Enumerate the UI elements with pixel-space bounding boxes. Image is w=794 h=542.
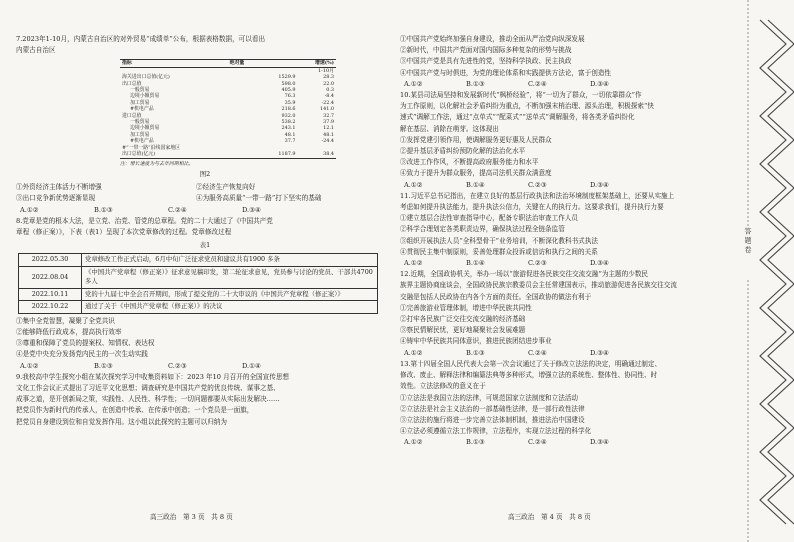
q7-answer-d[interactable]: D.③④ bbox=[242, 205, 261, 214]
q7-option-2: ②经济生产恢复向好 bbox=[196, 183, 256, 192]
table-cell: 一般贸易 bbox=[130, 87, 150, 94]
row-date: 2022.08.04 bbox=[19, 266, 82, 288]
q11-answer-choices bbox=[404, 258, 696, 269]
q8-stem-line2: 章程（修正案）》，下表（表1）呈现了本次党章修改的过程。党章修改过程 bbox=[16, 227, 232, 236]
q13-option-3: ③立法法的施行将进一步完善立法体制机制，推进法治中国建设 bbox=[400, 415, 585, 424]
q8-answer-b[interactable]: B.①③ bbox=[94, 361, 113, 370]
q13-line3: 效性。立法法修改的意义在于 bbox=[400, 382, 486, 391]
table-cell: -8.4 bbox=[324, 93, 334, 100]
table-cell: #机电产品 bbox=[130, 138, 154, 145]
q10-option-3: ③改进工作作风，不断提高政府服务能力和水平 bbox=[400, 158, 539, 167]
left-page-footer: 高三政治 第 3 页 共 8 页 bbox=[150, 513, 233, 521]
table-cell: 出口总值(亿元) bbox=[122, 151, 156, 158]
q13-answer-choices bbox=[404, 437, 696, 448]
q7-answer-b[interactable]: B.①③ bbox=[94, 205, 113, 214]
q10-option-4: ④致力于提升为群众服务，提高司法机关群众满意度 bbox=[400, 169, 552, 178]
q13-line1: 13.第十四届全国人民代表大会第一次会议通过了关于修改立法法的决定，明确通过制定、 bbox=[400, 359, 662, 368]
table-cell: 932.0 bbox=[281, 112, 296, 119]
period-label: 1-10月 bbox=[318, 67, 334, 74]
q7-stem-line1: 7.2023年1-10月，内蒙古自治区的对外贸易“成绩单”公布，根据表格数据，可以看出 bbox=[16, 35, 266, 43]
q9-option-1: ①中国共产党始终加强自身建设，推动全面从严治党向纵深发展 bbox=[400, 35, 585, 43]
q11-option-2: ②科学合理划定各类职责边界，确保执法过程全链条监管 bbox=[400, 225, 565, 234]
table-cell: 一般贸易 bbox=[130, 119, 150, 126]
table-cell: 海关进出口总值(亿元) bbox=[122, 74, 170, 81]
table-row bbox=[19, 301, 378, 314]
q11-answer-d[interactable]: D.③④ bbox=[590, 259, 609, 268]
q9-answer-c[interactable]: C.②④ bbox=[528, 79, 547, 88]
table-cell: 边境小额贸易 bbox=[130, 125, 160, 132]
table-cell: 1187.9 bbox=[278, 151, 296, 158]
q10-answer-d[interactable]: D.③④ bbox=[590, 180, 609, 189]
q9-option-3: ③中国共产党是具有先进性的党，坚持科学执政、民主执政 bbox=[400, 57, 572, 66]
table-cell: 76.3 bbox=[284, 93, 296, 100]
table-cell: 35.9 bbox=[284, 99, 296, 106]
table-cell: 22.0 bbox=[323, 80, 334, 87]
q7-option-4: ④为服务高质量“一带一路”打下坚实的基础 bbox=[196, 194, 322, 203]
fig-caption: 图2 bbox=[199, 169, 211, 178]
q8-stem-line1: 8.党章是党的根本大法，是立党、治党、管党的总章程。党的二十大通过了《中国共产党 bbox=[16, 216, 273, 225]
q8-answer-a[interactable]: A.①② bbox=[20, 361, 39, 370]
table-cell: 32.7 bbox=[323, 112, 334, 119]
q9-line5: 把党员自身建设到位和自觉发挥作用。这小组以此探究的主题可以归纳为 bbox=[16, 417, 227, 426]
right-page bbox=[400, 34, 696, 449]
q11-line1: 11.习近平总书记指出，在建立良好的基层行政执法和法治环境制度框架基础上，还要从实施上 bbox=[400, 191, 675, 200]
row-date: 2022.10.22 bbox=[19, 301, 82, 314]
row-date: 2022.10.11 bbox=[19, 288, 82, 301]
row-text: 《中国共产党章程（修正案）》征求意见稿印发，第二轮征求意见，党员参与讨论的党员、干部共4700 多人 bbox=[82, 266, 378, 288]
q13-answer-d[interactable]: D.③④ bbox=[590, 438, 609, 447]
table-cell: 38.4 bbox=[323, 151, 334, 158]
table-cell: 48.1 bbox=[284, 131, 296, 138]
q13-option-2: ②立法法是社会主义法治的一部基础性法律，是一部行政性法律 bbox=[400, 404, 585, 413]
q8-answer-choices bbox=[20, 361, 394, 372]
q8-option-3: ③尊重和保障了党员的提案权、知情权、表达权 bbox=[16, 339, 155, 348]
q12-option-3: ③察民情解民忧，更好地凝聚社会发展难题 bbox=[400, 326, 526, 335]
q11-line2: 考虑如何提升执法能力，提升执法公信力，关键在人的执行力。这要求我们，提升执行力要 bbox=[400, 203, 664, 212]
q12-answer-c[interactable]: C.②④ bbox=[528, 348, 547, 357]
q11-option-4: ④贯彻民主集中制原则，妥善处理群众投诉或信访和执行之间的关系 bbox=[400, 247, 598, 256]
q12-answer-choices bbox=[404, 348, 696, 359]
table-cell: 12.1 bbox=[323, 125, 334, 132]
trade-table-body bbox=[120, 74, 336, 158]
right-page-footer: 高三政治 第 4 页 共 8 页 bbox=[508, 513, 591, 521]
q12-option-2: ②打牢各民族广泛交往交流交融的经济基础 bbox=[400, 315, 526, 324]
q7-answer-c[interactable]: C.②④ bbox=[168, 205, 187, 214]
table-note: 注：增长速度为与去年同期相比。 bbox=[120, 160, 194, 167]
col-indicator: 指标 bbox=[120, 60, 174, 67]
q10-line3: 速式”调解工作法，通过“点单式”“配菜式”“送单式”调解服务，将各类矛盾纠纷化 bbox=[400, 113, 635, 122]
q10-line1: 10.某县司法局坚持和发展新时代“枫桥经验”，将“一切为了群众，一切依靠群众”作 bbox=[400, 91, 642, 100]
left-page bbox=[16, 34, 394, 428]
table-row bbox=[120, 151, 336, 158]
table-row bbox=[19, 254, 378, 267]
q9-line3: 成事之道，是开创新局之策，实践性、人民性、科学性；一切问题都要从实际出发解决…… bbox=[16, 395, 280, 404]
q12-line1: 12.近期，全国政协机关，举办一场以“旅游促进各民族交往交流交融”为主题的少数民 bbox=[400, 270, 649, 279]
table-row bbox=[19, 288, 378, 301]
q12-line2: 族界主题协商座谈会，全国政协民族宗教委员会主任常建国表示，推动旅游促进各民族交往交流 bbox=[400, 281, 677, 290]
q11-answer-c[interactable]: C.②③ bbox=[528, 259, 547, 268]
q10-answer-c[interactable]: C.②③ bbox=[528, 180, 547, 189]
q9-line2: 文化工作会议正式提出了习近平文化思想；调查研究是中国共产党的优良传统、谋事之基、 bbox=[16, 384, 280, 393]
q10-answer-a[interactable]: A.①② bbox=[404, 180, 423, 189]
table-cell: #机电产品 bbox=[130, 106, 154, 113]
row-text: 通过了关于《中国共产党章程（修正案）》的决议 bbox=[82, 301, 378, 314]
q11-option-1: ①建立基层合法性审查指导中心，配备专职法治审查工作人员 bbox=[400, 214, 579, 223]
table-cell: -22.4 bbox=[321, 99, 334, 106]
row-text: 党的十九届七中全会召开期间，形成了提交党的二十大审议的《中国共产党章程（修正案）》 bbox=[82, 288, 378, 301]
q10-line2: 为工作原则，以化解社会矛盾纠纷为重点，不断加强末梢治理、源头治理，积极探索“快 bbox=[400, 102, 654, 111]
q9-option-2: ②新时代，中国共产党面对国内国际多种复杂的形势与挑战 bbox=[400, 46, 572, 55]
table-cell: 1529.9 bbox=[278, 74, 296, 81]
row-date: 2022.05.30 bbox=[19, 254, 82, 267]
q12-answer-b[interactable]: B.①③ bbox=[466, 348, 485, 357]
q9-answer-d[interactable]: D.③④ bbox=[590, 79, 609, 88]
table-cell: 边境小额贸易 bbox=[130, 93, 160, 100]
table-cell: 28.3 bbox=[323, 74, 334, 81]
margin-label: 答 题 卷 bbox=[744, 227, 752, 253]
q7-answer-a[interactable]: A.①② bbox=[20, 205, 39, 214]
col-growth: 增速(%) bbox=[246, 60, 336, 67]
q8-option-2: ②能够降低行政成本，提高执行效率 bbox=[16, 328, 122, 337]
q8-answer-d[interactable]: D.①④ bbox=[242, 361, 261, 370]
trade-table-header bbox=[120, 60, 336, 67]
table-cell: 加工贸易 bbox=[130, 99, 150, 106]
q12-answer-a[interactable]: A.①② bbox=[404, 348, 423, 357]
table-cell: 出口总值 bbox=[122, 80, 142, 87]
table-cell: 进口总值 bbox=[122, 112, 142, 119]
q7-stem-line2: 内蒙古自治区 bbox=[16, 46, 56, 55]
q10-answer-choices bbox=[404, 180, 696, 191]
table-cell: 243.1 bbox=[281, 125, 296, 132]
q9-line4: 把党员作为新时代的传承人，在创造中传承、在传承中创造；一个党员是一面旗， bbox=[16, 406, 254, 415]
q13-answer-a[interactable]: A.①② bbox=[404, 438, 423, 447]
table-cell: 37.7 bbox=[284, 138, 296, 145]
table1-caption: 表1 bbox=[199, 241, 211, 250]
q13-option-4: ④立法必须遵循立法工作规律，立法程序，实现立法过程的科学化 bbox=[400, 427, 592, 436]
q12-answer-d[interactable]: D.③④ bbox=[590, 348, 609, 357]
q13-line2: 修改、废止、解释法律和编纂法典等多种形式，增强立法的系统性、整体性、协同性、时 bbox=[400, 371, 658, 380]
table-cell: 加工贸易 bbox=[130, 131, 150, 138]
q13-answer-c[interactable]: C.②④ bbox=[528, 438, 547, 447]
table-cell: 598.0 bbox=[281, 80, 296, 87]
table-row bbox=[19, 266, 378, 288]
q10-answer-b[interactable]: B.①④ bbox=[466, 180, 485, 189]
table-cell: #“一带一路”沿线国家地区 bbox=[122, 144, 181, 151]
trade-table bbox=[120, 59, 336, 167]
q9-answer-b[interactable]: B.①③ bbox=[466, 79, 485, 88]
q9-answer-a[interactable]: A.①② bbox=[404, 79, 423, 88]
q12-line3: 交融是包括人民政协在内各个方面的责任。全国政协的做法有利于 bbox=[400, 292, 592, 301]
q13-answer-b[interactable]: B.①③ bbox=[466, 438, 485, 447]
table-cell: 0.3 bbox=[326, 87, 334, 94]
q11-answer-b[interactable]: B.①④ bbox=[466, 259, 485, 268]
q7-answer-choices bbox=[20, 205, 394, 216]
q13-option-1: ①立法法是我国立法的法律，可规范国家立法制度和立法活动 bbox=[400, 393, 579, 402]
table-cell: 37.9 bbox=[323, 119, 334, 126]
table-cell: 218.6 bbox=[281, 106, 296, 113]
q7-options bbox=[16, 182, 394, 204]
q9-line1: 9.我校高中学生探究小组在某次探究学习中收集资料如下：2023 年10 月召开的全国宣传思想 bbox=[16, 372, 290, 381]
row-text: 党章修改工作正式启动，6月中旬广泛征求党员和建议共有1900 多条 bbox=[82, 254, 378, 267]
q12-option-4: ④铸牢中华民族共同体意识，推进民族团结进步事业 bbox=[400, 337, 552, 346]
q8-option-4: ④是党中央充分发扬党内民主的一次生动实践 bbox=[16, 350, 148, 359]
q10-option-1: ①发挥党建引领作用，使调解服务更好惠及人民群众 bbox=[400, 135, 552, 144]
q7-option-3: ③出口竞争新优势逐渐显现 bbox=[16, 194, 96, 203]
col-value: 绝对量 bbox=[174, 60, 247, 67]
table-cell: -24.4 bbox=[321, 138, 334, 145]
q9-option-4: ④中国共产党与时俱进，为党的理论体系和实践提供方法论，富于创造性 bbox=[400, 68, 611, 77]
table-cell: 538.2 bbox=[281, 119, 296, 126]
q8-answer-c[interactable]: C.②③ bbox=[168, 361, 187, 370]
q8-option-1: ①集中全党智慧，凝聚了全党共识 bbox=[16, 316, 115, 325]
binding-zigzag-strip bbox=[698, 0, 794, 542]
q11-answer-a[interactable]: A.①② bbox=[404, 259, 423, 268]
table-cell: 405.9 bbox=[281, 87, 296, 94]
q11-option-3: ③组织开展执法人员“全科型骨干”业务培训，不断深化教科书式执法 bbox=[400, 236, 598, 245]
q10-option-2: ②提升基层矛盾纠纷预防化解的法治化水平 bbox=[400, 147, 526, 156]
q7-option-1: ①外资经济主体活力不断增强 bbox=[16, 183, 102, 192]
q12-option-1: ①完善旅游业管理体制，增进中华民族共同性 bbox=[400, 303, 532, 312]
q10-line4: 解在基层、消除在萌芽。这体现出 bbox=[400, 124, 499, 133]
table-cell: 141.0 bbox=[319, 106, 334, 113]
party-constitution-table bbox=[18, 253, 378, 314]
q9-answer-choices bbox=[404, 79, 696, 90]
table-cell: 48.1 bbox=[323, 131, 334, 138]
